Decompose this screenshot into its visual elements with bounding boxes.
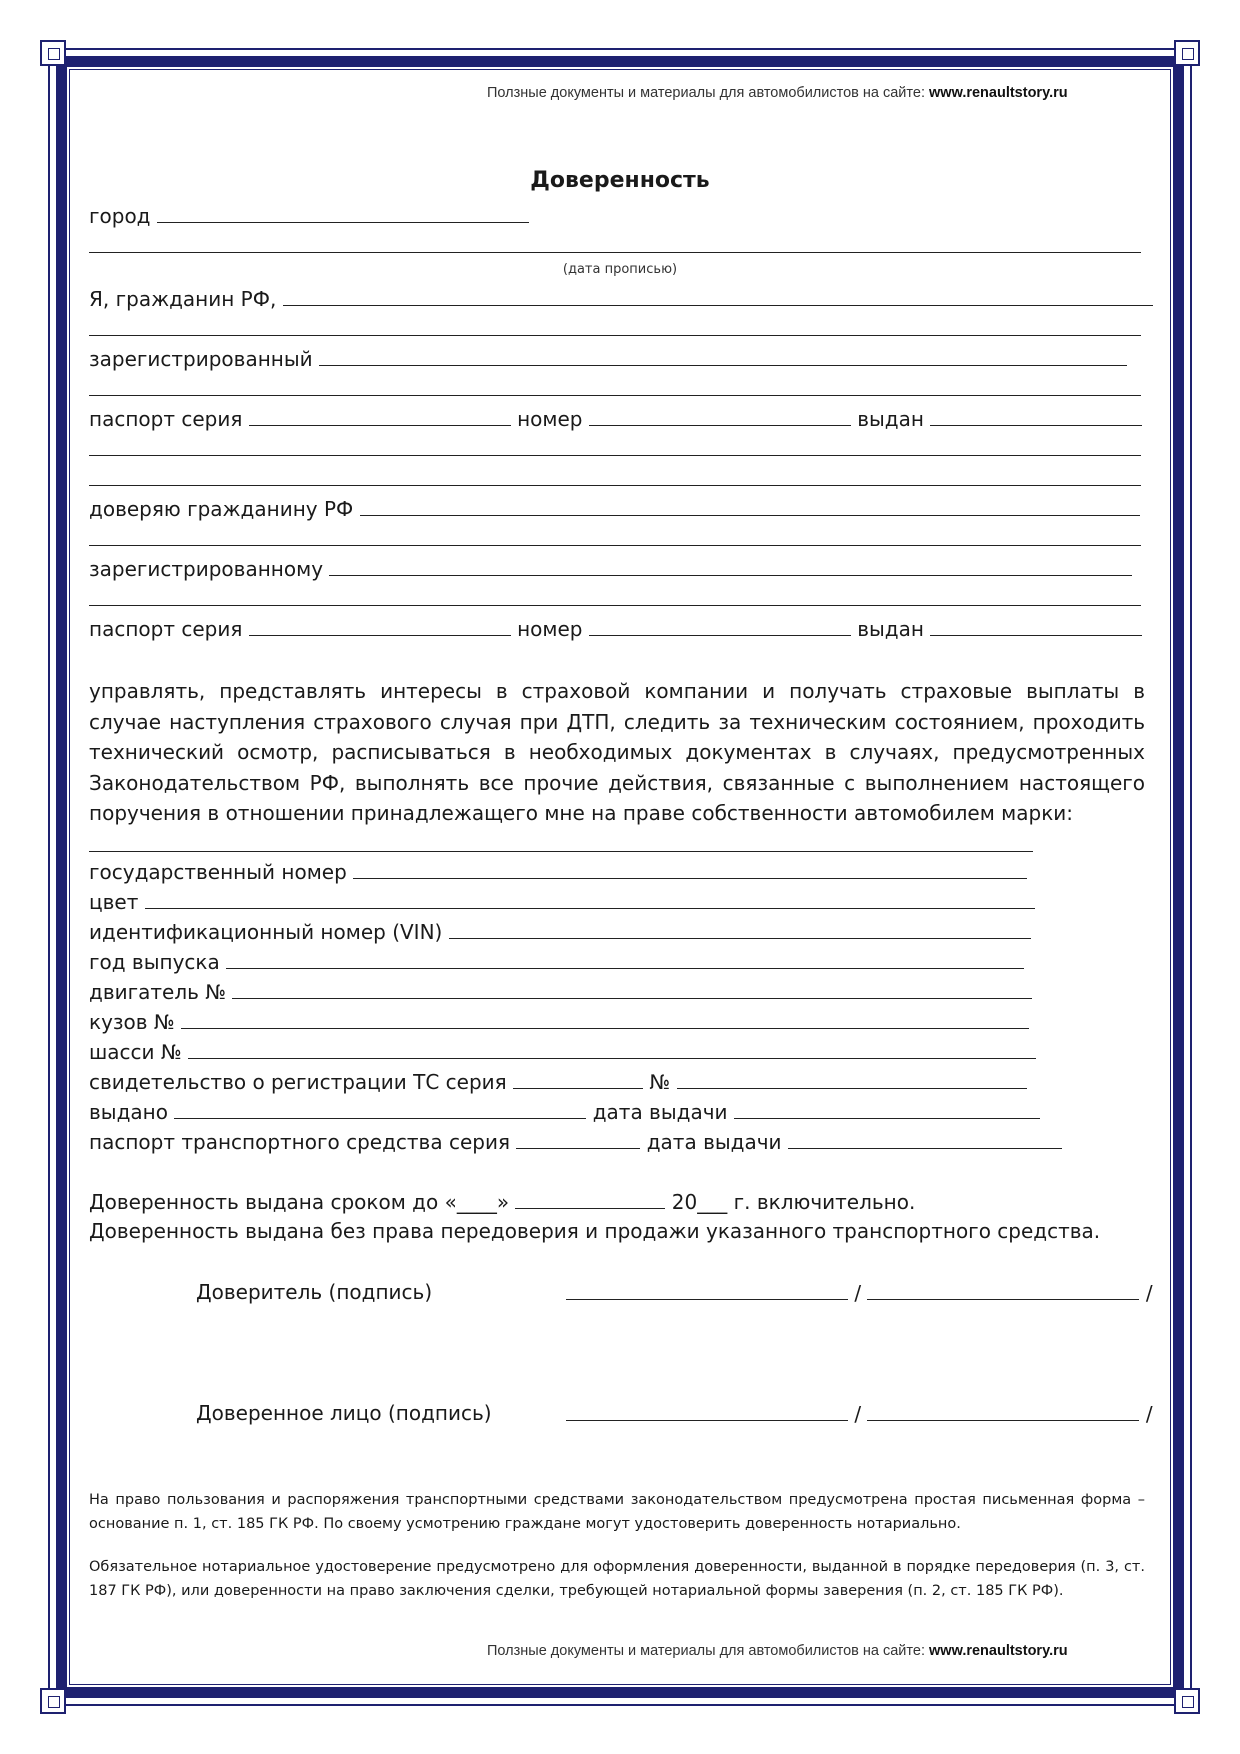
registered-to-line — [89, 556, 1132, 581]
attorney-address-field-2[interactable] — [89, 605, 1141, 606]
engine-field[interactable] — [232, 979, 1032, 999]
reg-cert-line — [89, 1069, 1027, 1094]
city-label: город — [89, 204, 151, 228]
passport-number-label: номер — [517, 407, 583, 431]
city-line — [89, 203, 529, 228]
principal-name-decoding-field[interactable] — [867, 1280, 1139, 1300]
site-link[interactable]: www.renaultstory.ru — [929, 85, 1068, 101]
attorney-address-field[interactable] — [329, 556, 1132, 576]
reg-cert-series-field[interactable] — [513, 1069, 643, 1089]
document-title: Доверенность — [530, 168, 710, 193]
slash: / — [854, 1402, 862, 1426]
reg-cert-number-label: № — [649, 1070, 671, 1094]
passport-number-label: номер — [517, 617, 583, 641]
site-note-text: Ползные документы и материалы для автомобилистов на сайте: — [487, 85, 925, 101]
passport-issued-field-2[interactable] — [89, 455, 1141, 456]
issue-date-field[interactable] — [734, 1099, 1040, 1119]
registered-line — [89, 346, 1127, 371]
attorney-passport-line — [89, 616, 1142, 641]
year-line — [89, 949, 1024, 974]
reg-cert-label: свидетельство о регистрации ТС серия — [89, 1070, 507, 1094]
passport-issued-label: выдан — [857, 617, 924, 641]
validity-line — [89, 1189, 915, 1214]
attorney-passport-number-field[interactable] — [589, 616, 851, 636]
pts-date-field[interactable] — [788, 1129, 1062, 1149]
plate-field[interactable] — [353, 859, 1027, 879]
engine-line — [89, 979, 1032, 1004]
engine-label: двигатель № — [89, 980, 227, 1004]
attorney-passport-issued-field[interactable] — [930, 616, 1142, 636]
city-field[interactable] — [157, 203, 529, 223]
slash: / — [854, 1281, 862, 1305]
pts-series-field[interactable] — [516, 1129, 640, 1149]
registered-to-label: зарегистрированному — [89, 557, 324, 581]
chassis-line — [89, 1039, 1036, 1064]
trust-line — [89, 496, 1140, 521]
footnote-simple-form: На право пользования и распоряжения транспортными средствами законодательством предусмотрена простая письменная форма – основание п. 1, ст. 185 ГК РФ. По своему усмотрению граждане могут удостоверить доверенность нотариально. — [89, 1492, 1145, 1532]
attorney-signature-line — [566, 1401, 1153, 1426]
issued-by-field[interactable] — [174, 1099, 586, 1119]
footnote-notary: Обязательное нотариальное удостоверение предусмотрено для оформления доверенности, выданной в порядке передоверия (п. 3, ст. 187 ГК РФ), или доверенности на право заключения сделки, требующей нотариальной формы заверения (п. 2, ст. 185 ГК РФ). — [89, 1559, 1145, 1599]
vin-line — [89, 919, 1031, 944]
registered-label: зарегистрированный — [89, 347, 313, 371]
header-site-note — [487, 85, 1068, 101]
principal-address-field-2[interactable] — [89, 395, 1141, 396]
passport-series-label: паспорт серия — [89, 617, 243, 641]
citizen-line — [89, 286, 1153, 311]
vin-label: идентификационный номер (VIN) — [89, 920, 443, 944]
corner-ornament — [1174, 1688, 1200, 1714]
car-make-field[interactable] — [89, 851, 1033, 852]
principal-passport-line — [89, 406, 1142, 431]
slash: / — [1145, 1281, 1153, 1305]
reg-cert-number-field[interactable] — [677, 1069, 1027, 1089]
passport-series-label: паспорт серия — [89, 407, 243, 431]
principal-signature-label: Доверитель (подпись) — [196, 1280, 433, 1304]
principal-signature-line — [566, 1280, 1153, 1305]
body-field[interactable] — [181, 1009, 1029, 1029]
attorney-signature-label: Доверенное лицо (подпись) — [196, 1401, 492, 1425]
issue-date-label: дата выдачи — [592, 1100, 728, 1124]
attorney-name-decoding-field[interactable] — [867, 1401, 1139, 1421]
passport-issued-label: выдан — [857, 407, 924, 431]
validity-month-field[interactable] — [515, 1189, 665, 1209]
principal-name-field-2[interactable] — [89, 335, 1141, 336]
authority-paragraph: управлять, представлять интересы в страховой компании и получать страховые выплаты в случае наступления страхового случая при ДТП, следить за техническим состоянием, проходить технический осмотр, расписываться в необходимых документах в случаях, предусмотренных Законодательством РФ, выполнять все прочие действия, связанные с выполнением настоящего поручения в отношении принадлежащего мне на праве собственности автомобилем марки: — [89, 679, 1145, 825]
pts-line — [89, 1129, 1062, 1154]
attorney-passport-series-field[interactable] — [249, 616, 511, 636]
footer-site-note — [487, 1643, 1068, 1659]
body-label: кузов № — [89, 1010, 175, 1034]
color-field[interactable] — [145, 889, 1035, 909]
slash: / — [1145, 1402, 1153, 1426]
vin-field[interactable] — [449, 919, 1031, 939]
corner-ornament — [1174, 40, 1200, 66]
plate-line — [89, 859, 1027, 884]
passport-series-field[interactable] — [249, 406, 511, 426]
passport-issued-field-3[interactable] — [89, 485, 1141, 486]
chassis-label: шасси № — [89, 1040, 182, 1064]
date-caption: (дата прописью) — [562, 262, 678, 277]
color-line — [89, 889, 1035, 914]
citizen-label: Я, гражданин РФ, — [89, 287, 277, 311]
site-link[interactable]: www.renaultstory.ru — [929, 1643, 1068, 1659]
corner-ornament — [40, 1688, 66, 1714]
issued-by-label: выдано — [89, 1100, 168, 1124]
principal-address-field[interactable] — [319, 346, 1127, 366]
trust-label: доверяю гражданину РФ — [89, 497, 354, 521]
passport-number-field[interactable] — [589, 406, 851, 426]
principal-signature-field[interactable] — [566, 1280, 848, 1300]
validity-label: Доверенность выдана сроком до «____» — [89, 1190, 510, 1214]
issued-by-line — [89, 1099, 1040, 1124]
attorney-name-field[interactable] — [360, 496, 1140, 516]
no-delegation-line: Доверенность выдана без права передоверия и продажи указанного транспортного средства. — [89, 1219, 1101, 1243]
pts-label: паспорт транспортного средства серия — [89, 1130, 510, 1154]
year-field[interactable] — [226, 949, 1024, 969]
principal-name-field[interactable] — [283, 286, 1153, 306]
plate-label: государственный номер — [89, 860, 347, 884]
color-label: цвет — [89, 890, 139, 914]
pts-date-label: дата выдачи — [646, 1130, 782, 1154]
passport-issued-field[interactable] — [930, 406, 1142, 426]
site-note-text: Ползные документы и материалы для автомобилистов на сайте: — [487, 1643, 925, 1659]
attorney-name-field-2[interactable] — [89, 545, 1141, 546]
validity-year-label: 20___ г. включительно. — [671, 1190, 916, 1214]
chassis-field[interactable] — [188, 1039, 1036, 1059]
body-line — [89, 1009, 1029, 1034]
corner-ornament — [40, 40, 66, 66]
date-field[interactable] — [89, 252, 1141, 253]
attorney-signature-field[interactable] — [566, 1401, 848, 1421]
year-label: год выпуска — [89, 950, 220, 974]
